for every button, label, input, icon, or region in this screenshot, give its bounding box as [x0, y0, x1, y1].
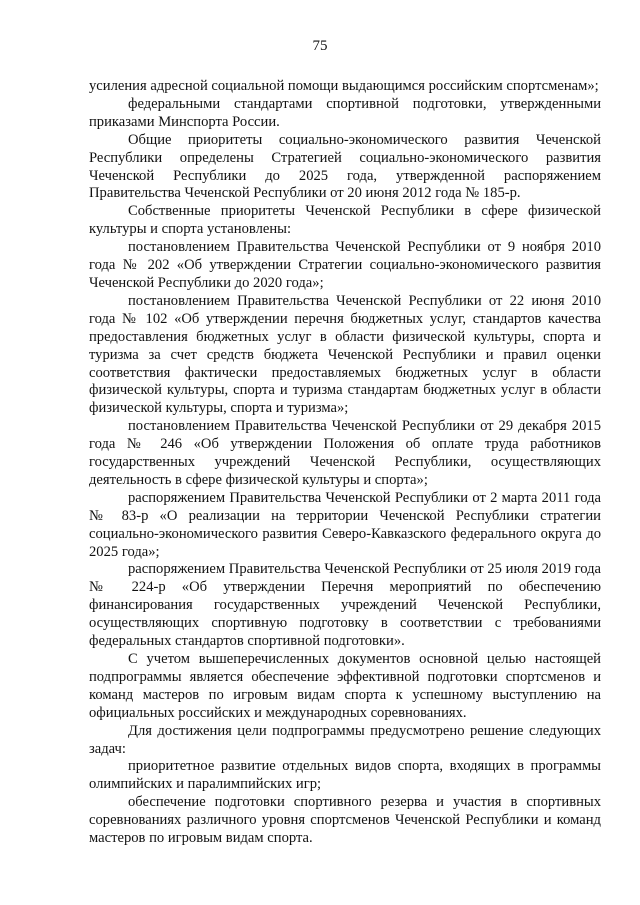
page-number: 75: [312, 38, 328, 54]
paragraph-resolution-246: постановлением Правительства Чеченской Республики от 29 декабря 2015 года № 246 «Об утверждении Положения об оплате труда работников государственных учреждений Чеченской Республики, осуществляющих деятельность в сфере физической культуры и спорта»;: [89, 418, 601, 488]
document-body: [89, 78, 601, 848]
paragraph-continuation: усиления адресной социальной помощи выдающимся российским спортсменам»;: [89, 78, 599, 94]
paragraph-resolution-202: постановлением Правительства Чеченской Республики от 9 ноября 2010 года № 202 «Об утверждении Стратегии социально-экономического развития Чеченской Республики до 2020 года»;: [89, 239, 601, 291]
paragraph-general-priorities: Общие приоритеты социально-экономического развития Чеченской Республики определены Стратегией социально-экономического развития Чеченской Республики до 2025 года, утвержденной распоряжением Правительства Чеченской Республики от 20 июня 2012 года № 185-р.: [89, 131, 601, 202]
paragraph-task-reserve: обеспечение подготовки спортивного резерва и участия в спортивных соревнованиях различного уровня спортсменов Чеченской Республики и команд мастеров по игровым видам спорта.: [89, 794, 601, 847]
paragraph-order-83r: распоряжением Правительства Чеченской Республики от 2 марта 2011 года № 83-р «О реализации на территории Чеченской Республики стратегии социально-экономического развития Северо-Кавказского федерального округа до 2025 года»;: [89, 489, 601, 560]
paragraph-federal-standards: федеральными стандартами спортивной подготовки, утвержденными приказами Минспорта России.: [89, 95, 601, 130]
paragraph-order-224r: распоряжением Правительства Чеченской Республики от 25 июля 2019 года № 224-р «Об утверждении Перечня мероприятий по обеспечению финансирования государственных учреждений Чеченской Республики, осуществляющих спортивную подготовку в соответствии с требованиями федеральных стандартов спортивной подготовки».: [89, 561, 601, 650]
paragraph-resolution-102: постановлением Правительства Чеченской Республики от 22 июня 2010 года № 102 «Об утверждении перечня бюджетных услуг, стандартов качества предоставления бюджетных услуг в области физической культуры, спорта и туризма за счет средств бюджета Чеченской Республики и правил оценки соответствия фактически предоставляемых бюджетных услуг в области физической культуры, спорта и туризма стандартам бюджетных услуг в области физической культуры, спорта и туризма»;: [89, 292, 601, 417]
paragraph-main-goal: С учетом вышеперечисленных документов основной целью настоящей подпрограммы является обеспечение эффективной подготовки спортсменов и команд мастеров по игровым видам спорта к успешному выступлению на официальных российских и международных соревнованиях.: [89, 651, 601, 721]
paragraph-tasks-intro: Для достижения цели подпрограммы предусмотрено решение следующих задач:: [89, 722, 601, 757]
paragraph-task-olympic: приоритетное развитие отдельных видов спорта, входящих в программы олимпийских и паралимпийских игр;: [89, 758, 601, 793]
paragraph-own-priorities: Собственные приоритеты Чеченской Республики в сфере физической культуры и спорта установлены:: [89, 203, 601, 238]
